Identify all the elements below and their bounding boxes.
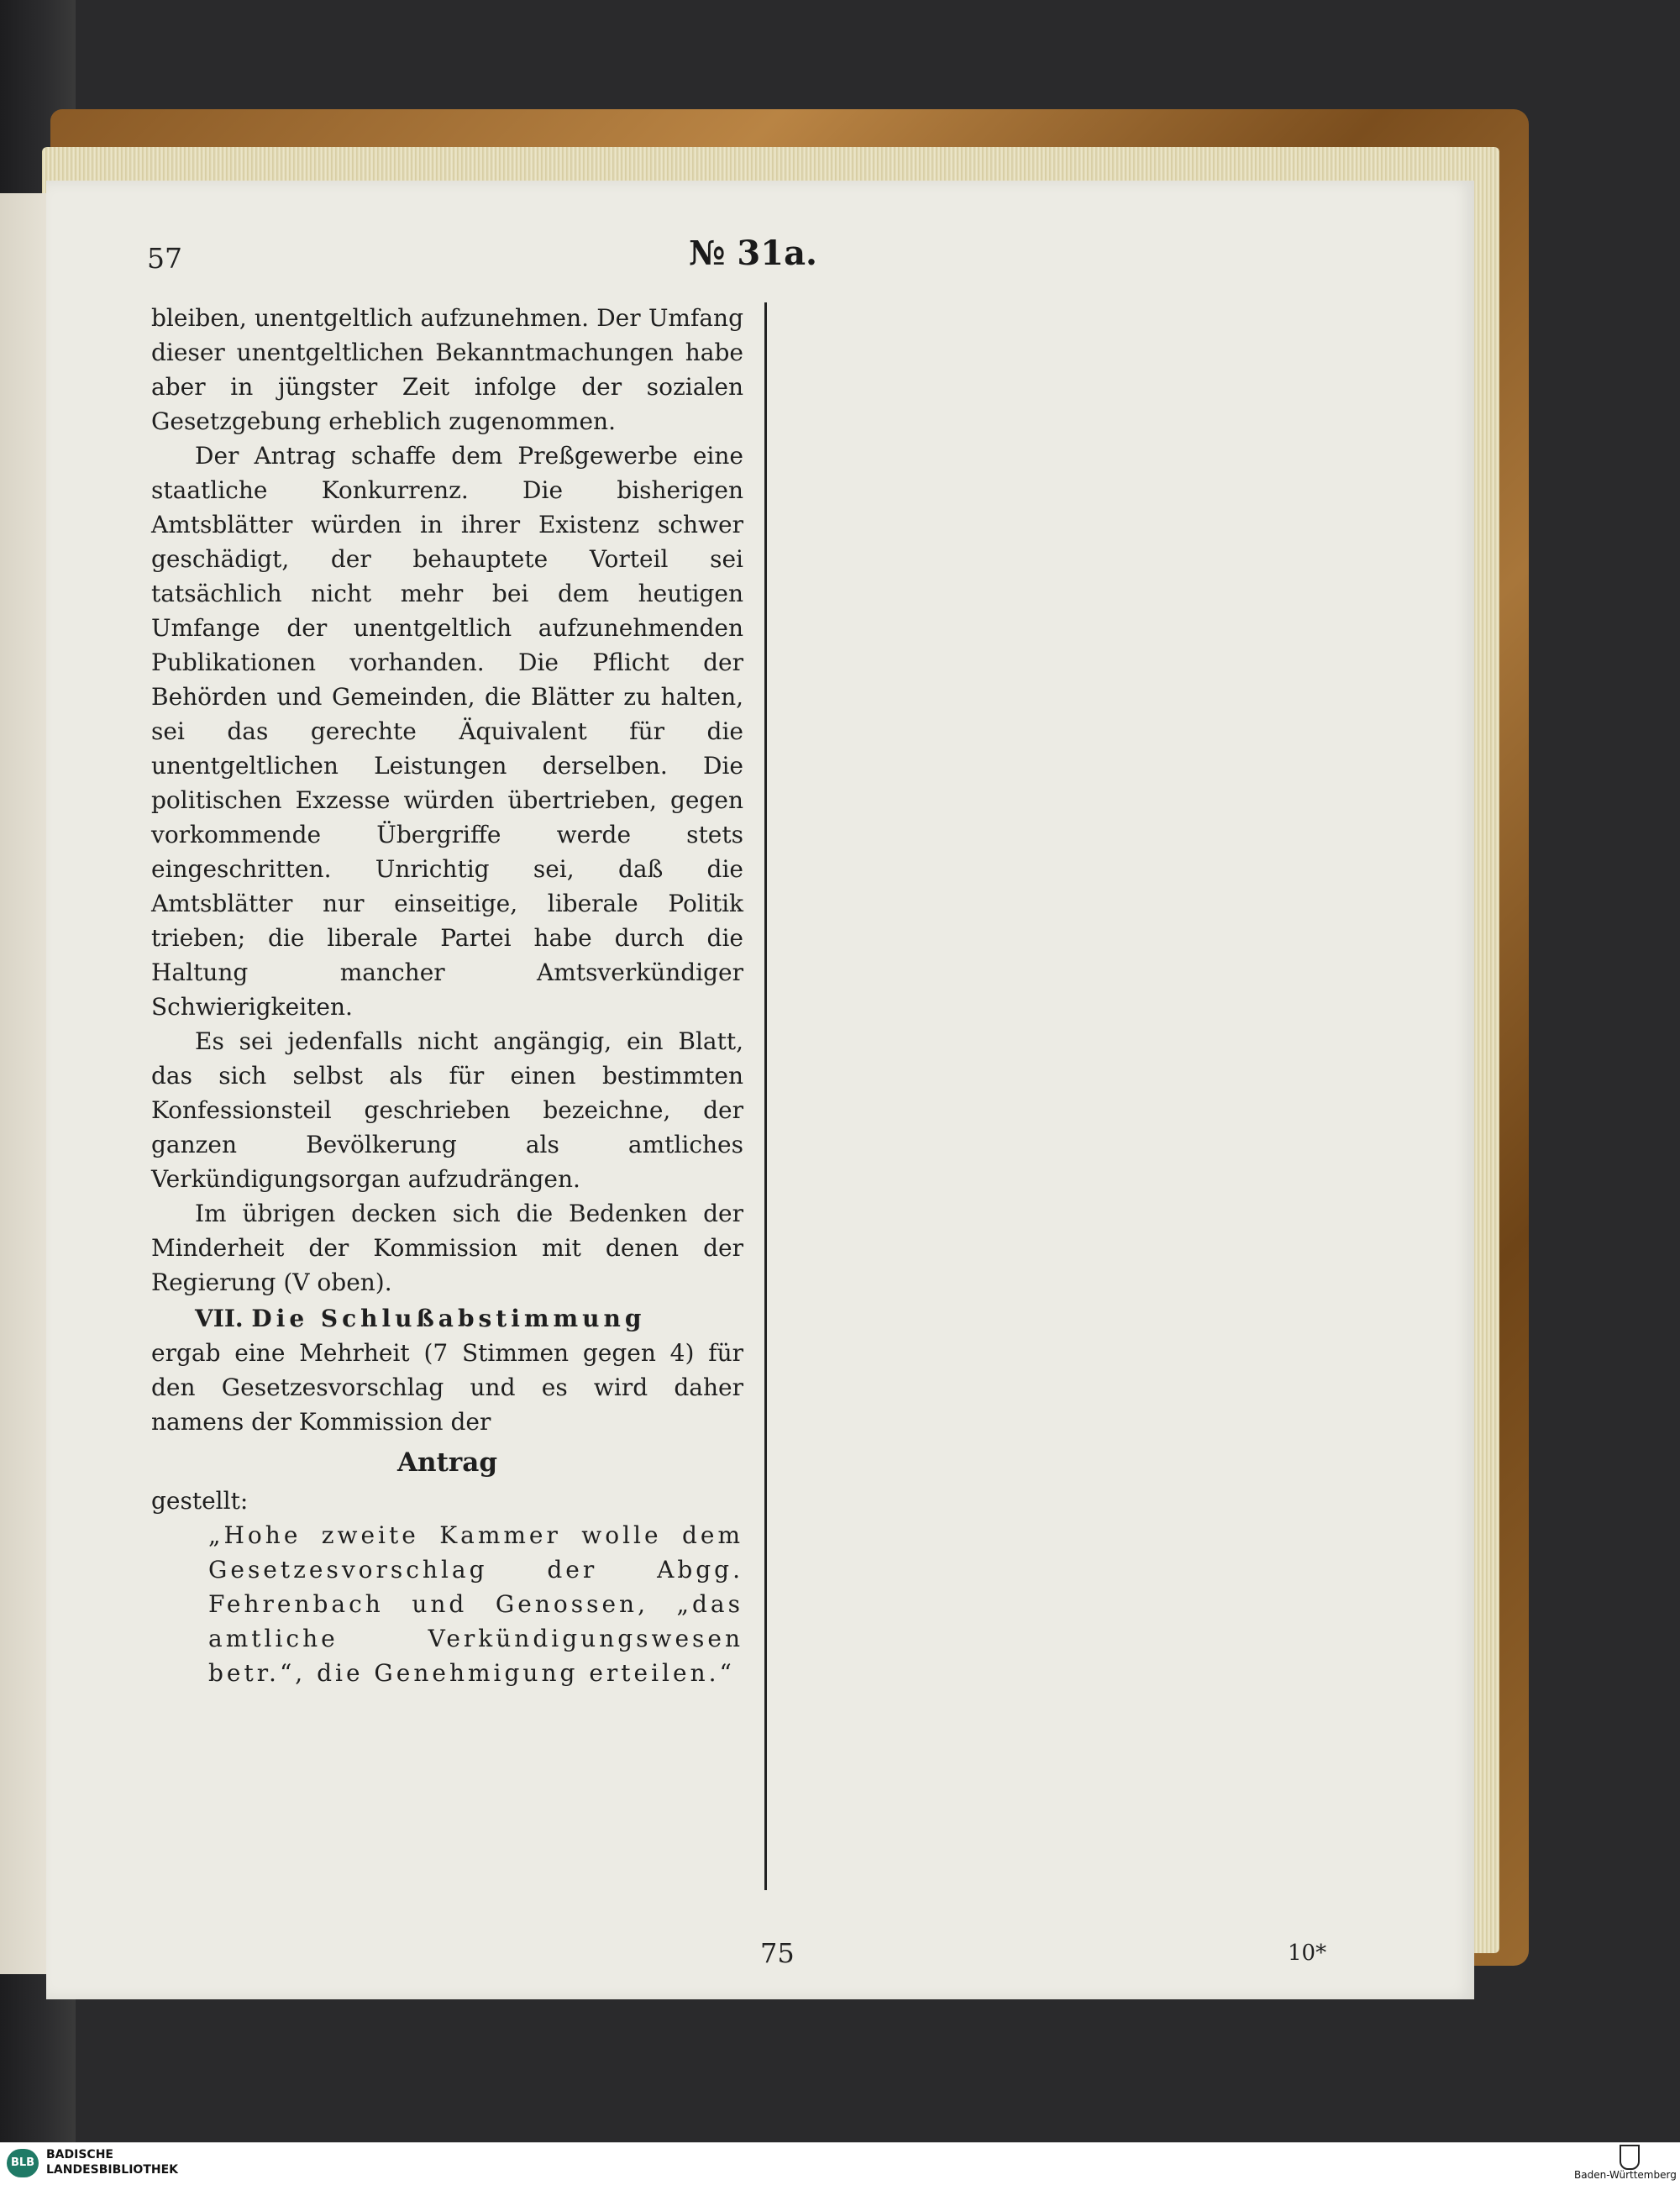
- library-name-line2: LANDESBIBLIOTHEK: [46, 2163, 179, 2177]
- gestellt-label: gestellt:: [151, 1487, 249, 1515]
- bleed-through-text: [739, 277, 1394, 1924]
- library-name: [46, 2147, 178, 2177]
- paragraph-1: bleiben, unentgeltlich aufzunehmen. Der Umfang dieser unentgeltlichen Bekanntmachungen habe aber in jüngster Zeit infolge der sozialen Gesetzgebung erheblich zugenommen.: [151, 304, 743, 435]
- paragraph-3: Es sei jedenfalls nicht angängig, ein Blatt, das sich selbst als für einen bestimmten Konfessionsteil geschrieben bezeichne, der ganzen Bevölkerung als amtliches Verkündigungsorgan aufzudrängen.: [151, 1027, 743, 1193]
- vote-text: ergab eine Mehrheit (7 Stimmen gegen 4) für den Gesetzesvorschlag und es wird daher namens der Kommission der: [151, 1339, 743, 1436]
- library-name-line1: BADISCHE: [46, 2148, 113, 2161]
- section-number: VII.: [195, 1305, 244, 1332]
- crest-icon: [1620, 2145, 1640, 2170]
- document-number: № 31a.: [689, 234, 817, 273]
- signature-mark: 10*: [1288, 1941, 1327, 1966]
- bottom-bar: [0, 2142, 1680, 2185]
- paragraph-2: Der Antrag schaffe dem Preßgewerbe eine staatliche Konkurrenz. Die bisherigen Amtsblätter würden in ihrer Existenz schwer geschädigt, der behauptete Vorteil sei tatsächlich nicht mehr bei dem heutigen Umfange der unentgeltlich aufzunehmenden Publikationen vorhanden. Die Pflicht der Behörden und Gemeinden, die Blätter zu halten, sei das gerechte Äquivalent für die unentgeltlichen Leistungen derselben. Die politischen Exzesse würden übertrieben, gegen vorkommende Übergriffe werde stets eingeschritten. Unrichtig sei, daß die Amtsblätter nur einseitige, liberale Politik trieben; die liberale Partei habe durch die Haltung mancher Amtsverkündiger Schwierigkeiten.: [151, 442, 743, 1021]
- antrag-heading: Antrag: [396, 1447, 497, 1478]
- text-column: [151, 301, 743, 1690]
- state-label: Baden-Württemberg: [1574, 2169, 1677, 2181]
- paragraph-4: Im übrigen decken sich die Bedenken der Minderheit der Kommission mit denen der Regierung (V oben).: [151, 1200, 743, 1296]
- blb-logo-icon: BLB: [7, 2149, 39, 2177]
- column-rule: [764, 302, 767, 1890]
- section-heading: [151, 1301, 743, 1336]
- resolution-quote: „Hohe zweite Kammer wolle dem Gesetzesvorschlag der Abgg. Fehrenbach und Genossen, „das amtliche Verkündigungswesen betr.“, die Genehmigung erteilen.“: [208, 1521, 743, 1687]
- page-number-bottom: 75: [760, 1937, 795, 1969]
- page-number-left: 57: [147, 242, 182, 275]
- section-title: Die Schlußabstimmung: [251, 1305, 646, 1332]
